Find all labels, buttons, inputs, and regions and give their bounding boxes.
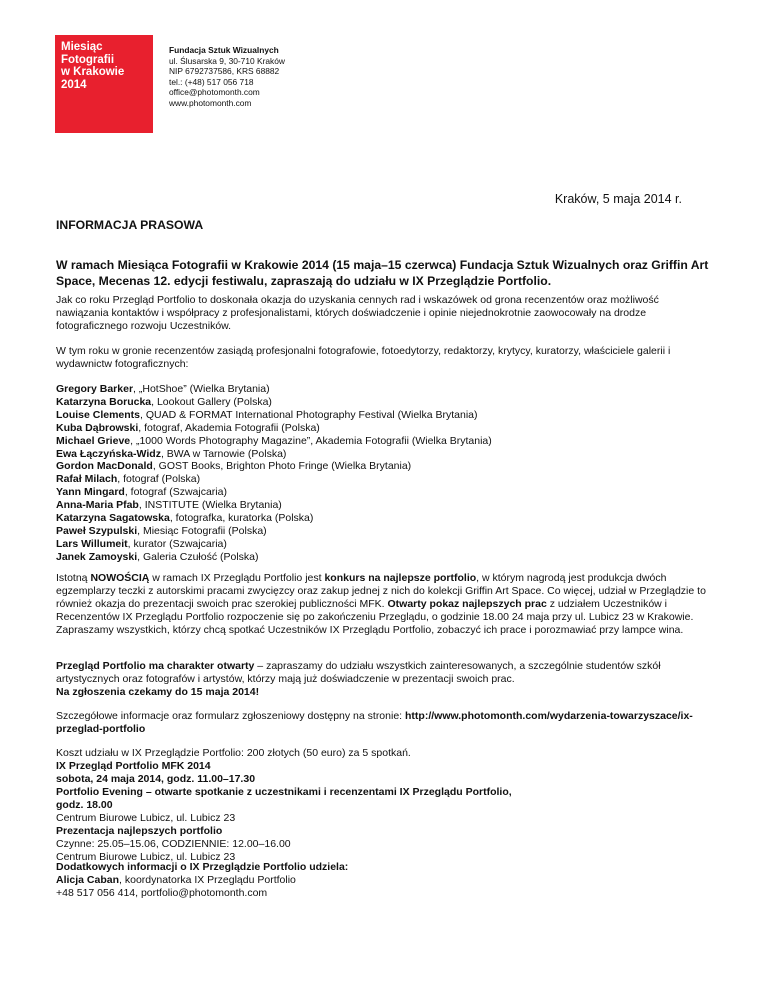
- reviewer-desc: , INSTITUTE (Wielka Brytania): [138, 499, 282, 512]
- presentation-title: Prezentacja najlepszych portfolio: [56, 825, 223, 837]
- text: – zapraszamy do udziału wszystkich zainteresowanych, a szczególnie studentów szkół artystycznych oraz fotografów i artystów, którzy mają już doświadczenie w prezentacji swoich prac.: [56, 660, 661, 685]
- reviewer-desc: , fotograf (Szwajcaria): [124, 486, 227, 499]
- press-label: INFORMACJA PRASOWA: [56, 218, 204, 232]
- reviewer-item: [56, 422, 712, 435]
- emphasis: konkurs na najlepsze portfolio: [324, 572, 477, 584]
- reviewer-item: [56, 525, 712, 538]
- reviewer-name: Katarzyna Sagatowska: [56, 512, 170, 525]
- document-date: Kraków, 5 maja 2014 r.: [554, 192, 682, 206]
- reviewer-desc: , QUAD & FORMAT International Photography Festival (Wielka Brytania): [140, 408, 478, 421]
- organization-header: [169, 45, 285, 109]
- reviewer-name: Paweł Szypulski: [56, 524, 138, 537]
- reviewer-item: [56, 383, 712, 396]
- reviewer-desc: , Lookout Gallery (Polska): [151, 395, 272, 408]
- reviewer-name: Kuba Dąbrowski: [56, 421, 139, 434]
- event-title: IX Przegląd Portfolio MFK 2014: [56, 759, 211, 772]
- reviewer-desc: , fotograf (Polska): [117, 473, 201, 486]
- logo-line: w Krakowie: [61, 66, 125, 78]
- reviewer-name: Yann Mingard: [56, 486, 125, 499]
- reviewer-name: Janek Zamoyski: [56, 550, 138, 563]
- reviewer-name: Katarzyna Borucka: [56, 395, 152, 408]
- event-evening: Portfolio Evening – otwarte spotkanie z uczestnikami i recenzentami IX Przeglądu Portfolio, godz. 18.00: [56, 785, 512, 811]
- reviewer-desc: , „HotShoe” (Wielka Brytania): [133, 383, 270, 395]
- logo-line: Fotografii: [61, 53, 115, 66]
- emphasis: Otwarty pokaz najlepszych prac: [387, 597, 547, 610]
- reviewer-item: [56, 486, 712, 499]
- reviewer-name: Gregory Barker: [56, 383, 134, 395]
- reviewer-desc: , fotografka, kuratorka (Polska): [169, 512, 314, 525]
- text: z udziałem Uczestników i Recenzentów IX Przeglądu Portfolio rozpoczenie się po zakończeniu Przeglądu, o godzinie 18.00 24 maja przy ul. Lubicz 23 w Krakowie. Zapraszamy wszystkich, którzy chcą spotkać Uczestników IX Przeglądu Portfolio, zobaczyć ich prace i porozmawiać przy lampce wina.: [56, 597, 694, 636]
- reviewer-item: [56, 499, 712, 512]
- presentation-venue: Centrum Biurowe Lubicz, ul. Lubicz 23: [56, 850, 236, 863]
- reviewer-desc: , Galeria Czułość (Polska): [137, 550, 259, 563]
- emphasis: Przegląd Portfolio ma charakter otwarty: [56, 660, 255, 672]
- event-info: [56, 747, 712, 824]
- reviewer-name: Rafał Milach: [56, 473, 118, 486]
- reviewer-name: Gordon MacDonald: [56, 460, 153, 473]
- presentation-hours: Czynne: 25.05–15.06, CODZIENNIE: 12.00–16.00: [56, 837, 291, 850]
- details-paragraph: [56, 710, 712, 736]
- reviewer-name: Anna-Maria Pfab: [56, 499, 139, 512]
- event-cost: Koszt udziału w IX Przeglądzie Portfolio: 200 złotych (50 euro) za 5 spotkań.: [56, 747, 411, 759]
- contact-role: , koordynatorka IX Przeglądu Portfolio: [119, 873, 296, 886]
- organization-website: www.photomonth.com: [169, 97, 252, 108]
- novelty-paragraph: [56, 572, 712, 637]
- details-link[interactable]: http://www.photomonth.com/wydarzenia-towarzyszace/ix-przeglad-portfolio: [56, 710, 693, 735]
- logo-line: 2014: [61, 78, 87, 91]
- reviewer-desc: , GOST Books, Brighton Photo Fringe (Wielka Brytania): [152, 460, 412, 473]
- reviewer-item: [56, 396, 712, 409]
- deadline: Na zgłoszenia czekamy do 15 maja 2014!: [56, 685, 260, 698]
- reviewer-item: [56, 448, 712, 461]
- reviewer-name: Lars Willumeit: [56, 537, 128, 550]
- headline: W ramach Miesiąca Fotografii w Krakowie 2014 (15 maja–15 czerwca) Fundacja Sztuk Wizualnych oraz Griffin Art Space, Mecenas 12. edycji festiwalu, zapraszają do udziału w IX Przeglądzie Portfolio.: [56, 258, 709, 288]
- text: Szczegółowe informacje oraz formularz zgłoszeniowy dostępny na stronie:: [56, 710, 405, 722]
- intro-paragraph: Jak co roku Przegląd Portfolio to doskonała okazja do uzyskania cennych rad i wskazówek od grona recenzentów oraz możliwość nawiązania kontaktów i współpracy z profesjonalistami, których doświadczenie i opinie niejednokrotnie zaowocowały na drodze fotograficznego rozwoju Uczestników.: [56, 294, 659, 332]
- event-when: sobota, 24 maja 2014, godz. 11.00–17.30: [56, 772, 256, 785]
- reviewers-intro: W tym roku w gronie recenzentów zasiądą profesjonalni fotografowie, fotoedytorzy, redaktorzy, krytycy, kuratorzy, właściciele galerii i wydawnictw fotograficznych:: [56, 345, 671, 370]
- contact-name: Alicja Caban: [56, 873, 120, 886]
- contact-info: [56, 861, 712, 900]
- reviewer-item: [56, 551, 712, 564]
- organization-address: ul. Ślusarska 9, 30-710 Kraków: [169, 55, 285, 66]
- event-venue: Centrum Biurowe Lubicz, ul. Lubicz 23: [56, 811, 236, 824]
- reviewer-desc: , BWA w Tarnowie (Polska): [160, 447, 287, 460]
- reviewer-item: [56, 473, 712, 486]
- reviewer-desc: , kurator (Szwajcaria): [127, 537, 227, 550]
- contact-details: +48 517 056 414, portfolio@photomonth.com: [56, 886, 268, 899]
- organization-name: Fundacja Sztuk Wizualnych: [169, 45, 279, 55]
- reviewer-item: [56, 435, 712, 448]
- festival-logo: [55, 35, 153, 133]
- contact-title: Dodatkowych informacji o IX Przeglądzie Portfolio udziela:: [56, 861, 349, 873]
- open-call-paragraph: [56, 660, 712, 699]
- reviewer-desc: , fotograf, Akademia Fotografii (Polska): [138, 421, 320, 434]
- organization-phone: tel.: (+48) 517 056 718: [169, 76, 254, 87]
- text: , w którym nagrodą jest produkcja dwóch egzemplarzy teczki z autorskimi pracami zwycięzcy oraz zakup jednej z nich do kolekcji Griffin Art Space. Co więcej, udział w Przeglądzie to również okazja do prezentacji swoich prac szerokiej publiczności MFK.: [56, 572, 706, 610]
- reviewer-name: Michael Grieve: [56, 434, 131, 447]
- reviewer-item: [56, 460, 712, 473]
- reviewer-desc: , Miesiąc Fotografii (Polska): [137, 524, 267, 537]
- logo-line: Miesiąc: [61, 41, 103, 53]
- presentation-info: [56, 825, 712, 864]
- reviewers-list: [56, 383, 712, 564]
- text: Istotną: [56, 572, 91, 584]
- reviewer-item: [56, 512, 712, 525]
- text: w ramach IX Przeglądu Portfolio jest: [149, 572, 325, 584]
- reviewer-name: Ewa Łączyńska-Widz: [56, 447, 161, 460]
- reviewer-item: [56, 409, 712, 422]
- organization-ids: NIP 6792737586, KRS 68882: [169, 66, 280, 77]
- organization-email: office@photomonth.com: [169, 87, 260, 98]
- emphasis: NOWOŚCIĄ: [90, 572, 150, 584]
- reviewer-name: Louise Clements: [56, 408, 141, 421]
- reviewer-desc: , „1000 Words Photography Magazine”, Akademia Fotografii (Wielka Brytania): [130, 434, 492, 447]
- reviewer-item: [56, 538, 712, 551]
